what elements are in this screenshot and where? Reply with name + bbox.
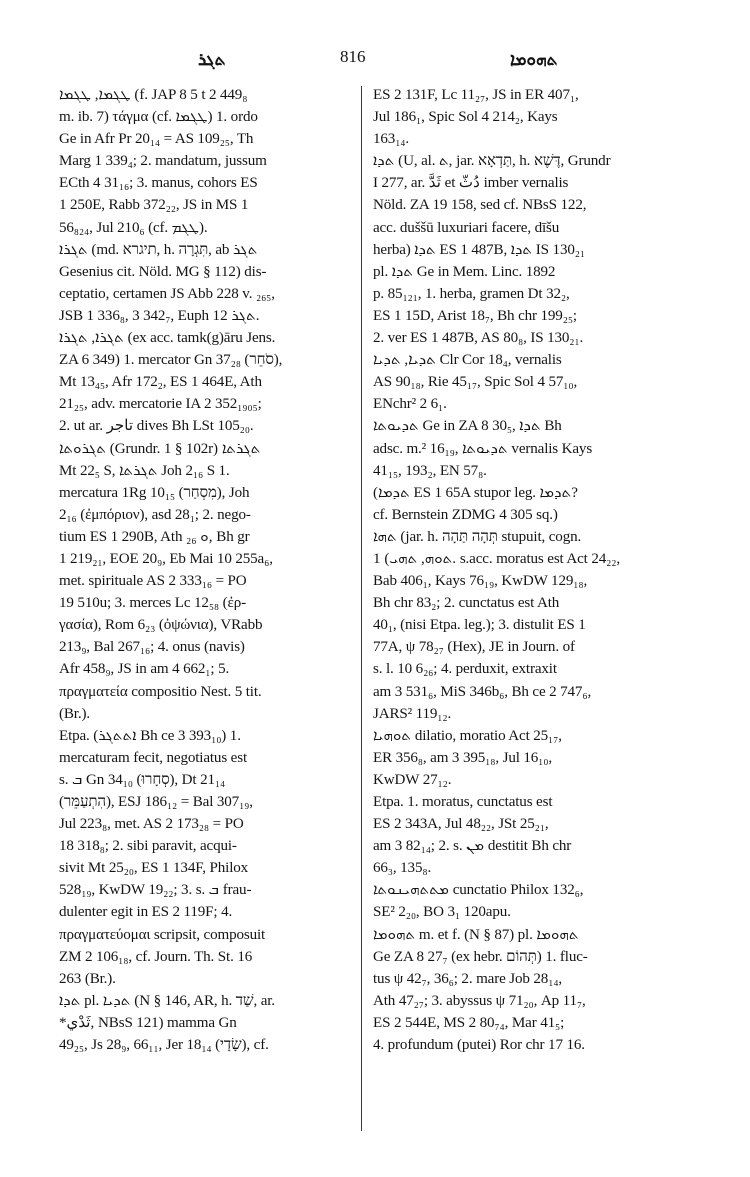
text-line: 1 250E, Rabb 372₂₂, JS in MS 1: [59, 197, 249, 214]
text-line: 1 219₂₁, EOE 20₉, Eb Mai 10 255a₆,: [59, 550, 273, 567]
column-text: [373, 84, 706, 1056]
text-line: Mt 13₄₅, Afr 172₂, ES 1 464E, Ath: [59, 374, 262, 391]
text-line: am 3 82₁₄; 2. s. ܡܢ destitit Bh chr: [373, 838, 572, 855]
text-line: Marg 1 339₄; 2. mandatum, jussum: [59, 153, 267, 170]
text-line: tus ψ 42₇, 36₆; 2. mare Job 28₁₄,: [373, 970, 563, 987]
running-head-left: ܬܓܪ: [198, 50, 226, 70]
text-line: Bab 406₁, Kays 76₁₉, KwDW 129₁₈,: [373, 573, 588, 590]
text-line: 18 318₈; 2. sibi paravit, acqui-: [59, 838, 237, 855]
text-line: Jul 186₁, Spic Sol 4 214₂, Kays: [373, 109, 558, 126]
column-text: [59, 84, 392, 1056]
text-line: pl. ܬܕܐ Ge in Mem. Linc. 1892: [373, 263, 556, 280]
text-line: 213₉, Bal 267₁₆; 4. onus (navis): [59, 639, 245, 656]
text-line: Ath 47₂₇; 3. abyssus ψ 71₂₀, Ap 11₇,: [373, 992, 586, 1009]
text-line: ܬܗܘܡܐ m. et f. (N § 87) pl. ܬܗܘܡܐ: [373, 926, 579, 943]
text-line: ܬܗܐ (jar. h. תְּהָה תַּהָה stupuit, cogn.: [373, 528, 582, 545]
text-line: JSB 1 336₈, 3 342₇, Euph ܬܓܪ 12.: [59, 307, 260, 324]
text-line: p. 85₁₂₁, 1. herba, gramen Dt 32₂,: [373, 285, 570, 302]
text-line: adsc. m.² 16₁₉, ܬܕܝܘܬܐ vernalis Kays: [373, 440, 593, 457]
text-line: (ܬܕܡܐ ES 1 65A stupor leg. ܬܕܡܐ?: [373, 484, 578, 501]
text-line: 2. ver ES 1 487B, AS 80₈, IS 130₂₁.: [373, 330, 584, 347]
page-number: 816: [340, 47, 366, 66]
text-line: (Br.).: [59, 705, 90, 722]
text-line: πραγματεία compositio Nest. 5 tit.: [59, 683, 262, 700]
text-line: ܬܕܐ pl. ܬܕܝܐ (N § 146, AR, h. שַׁד, ar.: [59, 992, 275, 1009]
text-line: Afr 458₉, JS in am 4 662₁; 5.: [59, 661, 230, 678]
left-column: [59, 84, 392, 1056]
text-line: 263 (Br.).: [59, 970, 116, 987]
text-line: mercaturam fecit, negotiatus est: [59, 749, 247, 766]
text-line: Jul 223₈, met. AS 2 173₂₈ = PO: [59, 816, 244, 833]
text-line: ܬܘܗܝܐ dilatio, moratio Act 25₁₇,: [373, 727, 562, 744]
text-line: sivit Mt 25₂₀, ES 1 134F, Philox: [59, 860, 249, 877]
text-line: ܬܘܗ, ܬܗܝ) 1. s.acc. moratus est Act 24₂₂,: [373, 550, 620, 567]
text-line: acc. duššū luxuriari facere, dīšu: [373, 219, 560, 236]
text-line: ES 1 15D, Arist 18₇, Bh chr 199₂₅;: [373, 307, 577, 324]
text-line: KwDW 27₁₂.: [373, 771, 452, 788]
text-line: ܡܬܬܗܝܢܘܬܐ cunctatio Philox 132₆,: [373, 882, 584, 899]
text-line: ZA 6 349) 1. mercator Gn 37₂₈ (סֹחֵר),: [59, 352, 283, 369]
text-line: ܬܕܝܘܬܐ Ge in ZA 8 30₅, ܬܕܐ Bh: [373, 418, 562, 435]
text-line: met. spirituale AS 2 333₁₆ = PO: [59, 573, 247, 590]
text-line: Ge in Afr Pr 20₁₄ = AS 109₂₅, Th: [59, 131, 254, 148]
text-line: s. ܒ Gn 34₁₀ (סְחָרוּ), Dt 21₁₄: [59, 771, 226, 788]
text-line: Etpa. 1. moratus, cunctatus est: [373, 794, 553, 810]
text-line: s. l. 10 6₂₆; 4. perduxit, extraxit: [373, 661, 557, 678]
text-line: ceptatio, certamen JS Abb 228 v. ₂₆₅,: [59, 285, 275, 302]
text-line: πραγματεύομαι scripsit, composuit: [59, 926, 266, 943]
text-line: SE² 2₂₀, BO 3₁ 120apu.: [373, 904, 511, 921]
text-line: ܬܕܝܐ, ܬܕܝܐ Clr Cor 18₄, vernalis: [373, 352, 562, 369]
text-line: Gesenius cit. Nöld. MG § 112) dis-: [59, 263, 267, 280]
text-line: Bh chr 83₂; 2. cunctatus est Ath: [373, 595, 560, 612]
text-line: ER 356₈, am 3 395₁₈, Jul 16₁₀,: [373, 749, 553, 766]
text-line: γασία), Rom 6₂₃ (ὀψώνια), VRabb: [59, 617, 263, 634]
text-line: ܬܓܪܘܬܐ (Grundr. 1 § 102r) ܬܓܪܬܐ: [59, 440, 261, 457]
text-line: 49₂₅, Js 28₉, 66₁₁, Jer 18₁₄ (שָׂדָי), cf.: [59, 1037, 269, 1054]
text-line: ܛܓܡܐ, ܛܓܡܐ (f. JAP 8 5 t 2 449₈: [59, 87, 248, 103]
text-line: 40₁, (nisi Etpa. leg.); 3. distulit ES 1: [373, 617, 586, 634]
text-line: 528₁₉, KwDW 19₂₂; 3. s. ܒ frau-: [59, 882, 252, 899]
text-line: 77A, ψ 78₂₇ (Hex), JE in Journ. of: [373, 639, 575, 656]
text-line: Etpa. (ܐܬܬܓܪ Bh ce 3 393₁₀) 1.: [59, 727, 241, 744]
text-line: ܬܕܐ (U, al. ܬ, jar. תַּדְאָא, h. דֶּשֶׁא, Grundr: [373, 153, 611, 170]
text-line: 2. ut ar. تاجر dives Bh LSt 105₂₀.: [59, 418, 254, 435]
text-line: ENchr² 2 6₁.: [373, 396, 447, 413]
text-line: AS 90₁₈, Rie 45₁₇, Spic Sol 4 57₁₀,: [373, 374, 578, 391]
text-line: ZM 2 106₁₈, cf. Journ. Th. St. 16: [59, 948, 253, 965]
text-line: ܬܓܪܐ (md. תיגרא, h. תִּגְרָה, ab ܬܓܪ: [59, 241, 258, 258]
text-line: Nöld. ZA 19 158, sed cf. NBsS 122,: [373, 197, 587, 214]
text-line: ES 2 343A, Jul 48₂₂, JSt 25₂₁,: [373, 816, 549, 833]
text-line: ECth 4 31₁₆; 3. manus, cohors ES: [59, 175, 258, 192]
text-line: tium ES 1 290B, Ath ܘ ₂₆, Bh gr: [59, 528, 250, 545]
text-line: ES 2 131F, Lc 11₂₇, JS in ER 407₁,: [373, 87, 579, 103]
text-line: 21₂₅, adv. mercatorie IA 2 352₁₉₀₅;: [59, 396, 262, 413]
text-line: am 3 531₆, MiS 346b₆, Bh ce 2 747₆,: [373, 683, 592, 700]
text-line: *ثَدْي, NBsS 121) mamma Gn: [59, 1014, 237, 1031]
text-line: (הִתְעַמֵּר), ESJ 186₁₂ = Bal 307₁₉,: [59, 794, 253, 810]
text-line: 4. profundum (putei) Ror chr 17 16.: [373, 1037, 585, 1054]
text-line: 41₁₅, 193₂, EN 57₈.: [373, 462, 487, 479]
text-line: JARS² 119₁₂.: [373, 705, 452, 722]
text-line: cf. Bernstein ZDMG 4 305 sq.): [373, 506, 558, 523]
text-line: I 277, ar. ثَدَّ et دُثّ imber vernalis: [373, 175, 569, 192]
text-line: Ge ZA 8 27₇ (ex hebr. תְּהוֹם) 1. fluc-: [373, 948, 588, 965]
right-column: [373, 84, 706, 1056]
text-line: dulenter egit in ES 2 119F; 4.: [59, 904, 233, 921]
running-head-right: ܬܗܘܡܐ: [510, 50, 558, 70]
text-line: 163₁₄.: [373, 131, 410, 148]
text-line: ܬܓܪܐ, ܬܓܪܐ (ex acc. tamk(g)āru Jens.: [59, 330, 276, 347]
text-line: Mt 22₅ S, ܬܓܪܬܐ Joh 2₁₆ S 1.: [59, 462, 230, 479]
text-line: m. ib. 7) τάγμα (cf. ܛܓܡܐ) 1. ordo: [59, 109, 258, 126]
text-line: mercatura 1Rg 10₁₅ (מִסְחַר), Joh: [59, 484, 250, 501]
text-line: 2₁₆ (ἐμπόριον), asd 28₁; 2. nego-: [59, 506, 251, 523]
text-line: ES 2 544E, MS 2 80₇₄, Mar 41₅;: [373, 1014, 565, 1031]
text-line: 56₈₂₄, Jul 210₆ (cf. ܛܓܡ).: [59, 219, 208, 236]
text-line: herba) ܬܕܐ ES 1 487B, ܬܕܐ IS 130₂₁: [373, 241, 585, 258]
text-line: 66₃, 135₈.: [373, 860, 432, 877]
text-line: 19 510u; 3. merces Lc 12₅₈ (ἐρ-: [59, 595, 246, 612]
